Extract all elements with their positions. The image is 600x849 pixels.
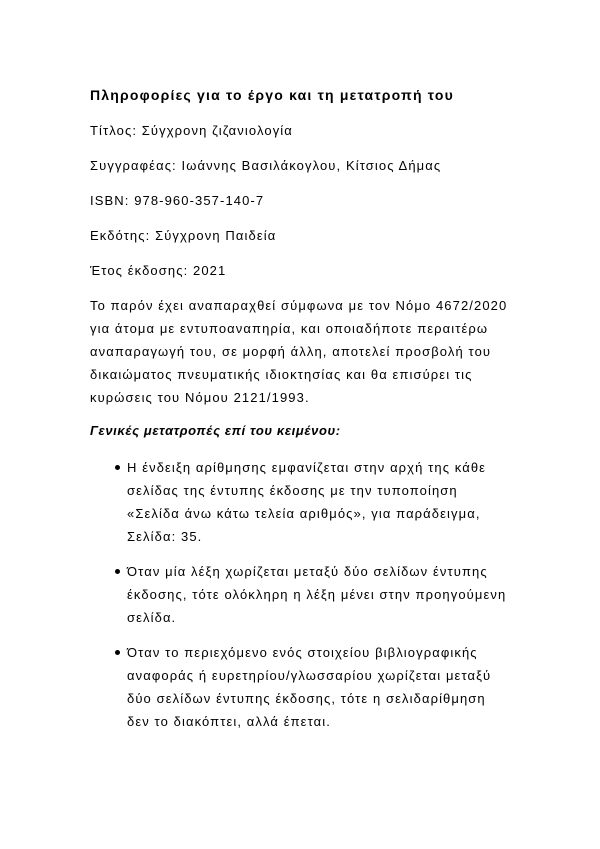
list-item-line: αναφοράς ή ευρετηρίου/γλωσσαρίου χωρίζεται μεταξύ <box>127 668 492 683</box>
list-item-line: σελίδα. <box>127 610 177 625</box>
list-item-line: «Σελίδα άνω κάτω τελεία αριθμός», για παράδειγμα, <box>127 506 481 521</box>
list-item-line: Όταν μία λέξη χωρίζεται μεταξύ δύο σελίδων έντυπης <box>127 564 488 579</box>
notice-line: Το παρόν έχει αναπαραχθεί σύμφωνα με τον Νόμο 4672/2020 <box>90 298 508 313</box>
field-value: Σύγχρονη Παιδεία <box>155 228 277 243</box>
field-value: 978-960-357-140-7 <box>134 193 265 208</box>
list-item-line: έκδοσης, τότε ολόκληρη η λέξη μένει στην προηγούμενη <box>127 587 507 602</box>
field-value: 2021 <box>193 263 227 278</box>
bullet-icon <box>115 569 120 574</box>
notice-line: κυρώσεις του Νόμου 2121/1993. <box>90 390 310 405</box>
bullet-icon <box>115 465 120 470</box>
list-item-line: Σελίδα: 35. <box>127 529 203 544</box>
conversion-notes-list <box>90 456 600 733</box>
list-item <box>127 560 600 629</box>
list-item-line: σελίδας της έντυπης έκδοσης με την τυποποίηση <box>127 483 458 498</box>
field-value: Σύγχρονη ζιζανιολογία <box>141 123 293 138</box>
info-field-isbn <box>90 189 600 212</box>
field-label: Έτος έκδοσης: <box>90 263 189 278</box>
page-title: Πληροφορίες για το έργο και τη μετατροπή του <box>90 87 454 103</box>
field-label: Εκδότης: <box>90 228 151 243</box>
info-field-publisher <box>90 224 600 247</box>
notice-line: αναπαραγωγή του, σε μορφή άλλη, αποτελεί προσβολή του <box>90 344 492 359</box>
notice-line: για άτομα με εντυποαναπηρία, και οποιαδήποτε περαιτέρω <box>90 321 489 336</box>
list-item <box>127 641 600 733</box>
info-field-author <box>90 154 600 177</box>
info-field-title <box>90 119 600 142</box>
field-value: Ιωάννης Βασιλάκογλου, Κίτσιος Δήμας <box>181 158 442 173</box>
list-item-line: Η ένδειξη αρίθμησης εμφανίζεται στην αρχή της κάθε <box>127 460 487 475</box>
copyright-notice <box>90 294 600 409</box>
list-item <box>127 456 600 548</box>
list-item-line: δεν το διακόπτει, αλλά έπεται. <box>127 714 331 729</box>
field-label: ISBN: <box>90 193 130 208</box>
field-label: Τίτλος: <box>90 123 138 138</box>
bullet-icon <box>115 650 120 655</box>
info-field-year <box>90 259 600 282</box>
list-item-line: δύο σελίδων έντυπης έκδοσης, τότε η σελιδαρίθμηση <box>127 691 486 706</box>
list-item-line: Όταν το περιεχόμενο ενός στοιχείου βιβλιογραφικής <box>127 645 478 660</box>
section-heading: Γενικές μετατροπές επί του κειμένου: <box>90 423 341 438</box>
notice-line: δικαιώματος πνευματικής ιδιοκτησίας και θα επισύρει τις <box>90 367 473 382</box>
field-label: Συγγραφέας: <box>90 158 177 173</box>
